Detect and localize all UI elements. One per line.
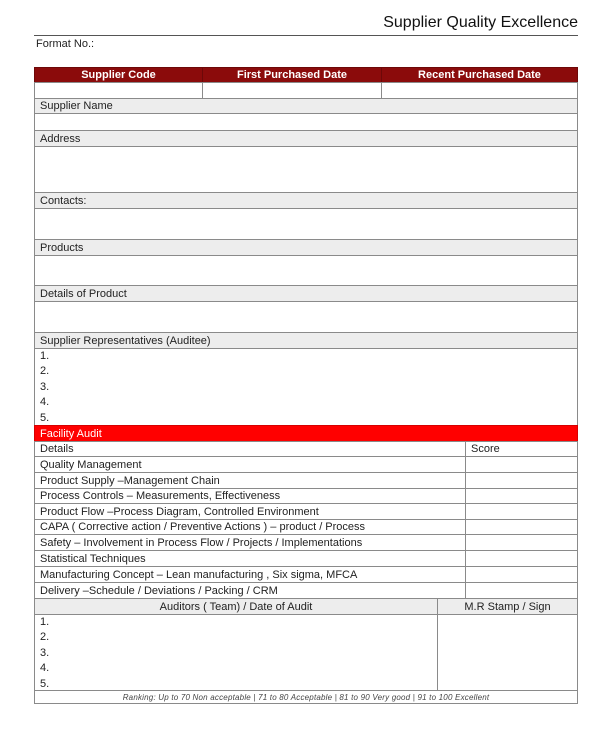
contacts-field[interactable]: [34, 208, 578, 240]
score-field[interactable]: [465, 534, 578, 551]
representatives-list: [34, 348, 578, 426]
representative-item[interactable]: 4.: [40, 396, 50, 409]
audit-item: Delivery –Schedule / Deviations / Packing / CRM: [34, 582, 466, 599]
supplier-name-field[interactable]: [34, 113, 578, 131]
first-purchased-date-field[interactable]: [202, 82, 382, 99]
representative-item[interactable]: 2.: [40, 365, 50, 378]
audit-item: Process Controls – Measurements, Effectiveness: [34, 488, 466, 504]
format-no-label: Format No.:: [36, 38, 95, 50]
address-label: Address: [34, 130, 578, 147]
contacts-label: Contacts:: [34, 192, 578, 209]
details-header: Details: [34, 441, 466, 457]
supplier-code-field[interactable]: [34, 82, 203, 99]
audit-item: CAPA ( Corrective action / Preventive Actions ) – product / Process: [34, 519, 466, 535]
representative-item[interactable]: 3.: [40, 380, 50, 393]
first-purchased-date-header: First Purchased Date: [202, 67, 382, 83]
facility-audit-header: Facility Audit: [34, 425, 578, 442]
representative-item[interactable]: 5.: [40, 411, 50, 424]
recent-purchased-date-field[interactable]: [381, 82, 578, 99]
auditor-item[interactable]: 1.: [40, 616, 50, 628]
supplier-name-label: Supplier Name: [34, 98, 578, 114]
score-field[interactable]: [465, 503, 578, 520]
audit-item: Statistical Techniques: [34, 550, 466, 567]
supplier-code-header: Supplier Code: [34, 67, 203, 83]
auditor-item[interactable]: 3.: [40, 646, 50, 659]
mr-stamp-field[interactable]: [437, 614, 578, 691]
score-field[interactable]: [465, 566, 578, 583]
mr-stamp-header: M.R Stamp / Sign: [437, 598, 578, 615]
auditors-list: [34, 614, 438, 691]
products-field[interactable]: [34, 255, 578, 286]
audit-item: Product Supply –Management Chain: [34, 472, 466, 489]
score-field[interactable]: [465, 519, 578, 535]
supplier-representatives-label: Supplier Representatives (Auditee): [34, 332, 578, 349]
score-field[interactable]: [465, 550, 578, 567]
audit-item: Product Flow –Process Diagram, Controlled Environment: [34, 503, 466, 520]
ranking-legend: Ranking: Up to 70 Non acceptable | 71 to 80 Acceptable | 81 to 90 Very good | 91 to 100 Excellent: [34, 690, 578, 704]
products-label: Products: [34, 239, 578, 256]
audit-item: Safety – Involvement in Process Flow / Projects / Implementations: [34, 534, 466, 551]
title-divider: [34, 35, 578, 36]
page-title: Supplier Quality Excellence: [383, 14, 578, 31]
auditor-item[interactable]: 4.: [40, 662, 50, 675]
representative-item[interactable]: 1.: [40, 350, 50, 362]
score-field[interactable]: [465, 488, 578, 504]
auditor-item[interactable]: 2.: [40, 631, 50, 644]
details-of-product-label: Details of Product: [34, 285, 578, 302]
details-of-product-field[interactable]: [34, 301, 578, 333]
auditor-item[interactable]: 5.: [40, 677, 50, 690]
score-field[interactable]: [465, 582, 578, 599]
score-field[interactable]: [465, 472, 578, 489]
audit-item: Manufacturing Concept – Lean manufacturing , Six sigma, MFCA: [34, 566, 466, 583]
score-field[interactable]: [465, 456, 578, 473]
recent-purchased-date-header: Recent Purchased Date: [381, 67, 578, 83]
address-field[interactable]: [34, 146, 578, 193]
audit-item: Quality Management: [34, 456, 466, 473]
score-header: Score: [465, 441, 578, 457]
auditors-header: Auditors ( Team) / Date of Audit: [34, 598, 438, 615]
